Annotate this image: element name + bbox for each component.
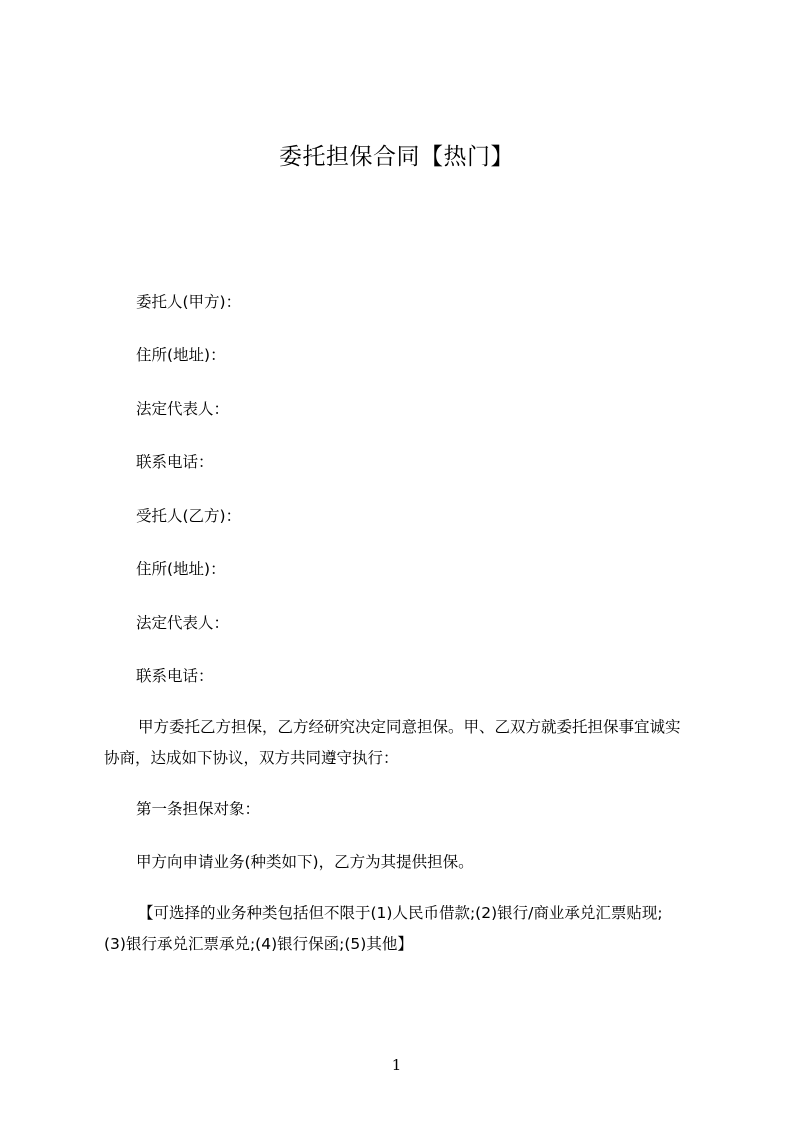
intro-paragraph bbox=[104, 712, 704, 774]
article-1-text: 甲方向申请业务(种类如下)，乙方为其提供担保。 bbox=[136, 853, 474, 871]
options-paragraph bbox=[104, 898, 704, 960]
page-number: 1 bbox=[391, 1056, 402, 1074]
field-agent: 受托人(乙方)： bbox=[136, 507, 242, 525]
intro-line-1: 甲方委托乙方担保，乙方经研究决定同意担保。甲、乙双方就委托担保事宜诚实 bbox=[138, 718, 681, 736]
field-agent-address: 住所(地址)： bbox=[136, 560, 226, 578]
field-agent-legal-rep: 法定代表人： bbox=[136, 614, 230, 632]
article-1-heading: 第一条担保对象： bbox=[136, 800, 261, 818]
field-principal: 委托人(甲方)： bbox=[136, 293, 242, 311]
document-title: 委托担保合同【热门】 bbox=[279, 144, 514, 170]
field-principal-phone: 联系电话： bbox=[136, 453, 214, 471]
options-line-1: 【可选择的业务种类包括但不限于(1)人民币借款;(2)银行/商业承兑汇票贴现; bbox=[138, 904, 663, 922]
field-principal-address: 住所(地址)： bbox=[136, 346, 226, 364]
intro-line-2: 协商，达成如下协议，双方共同遵守执行： bbox=[104, 749, 399, 767]
options-line-2: (3)银行承兑汇票承兑;(4)银行保函;(5)其他】 bbox=[104, 935, 413, 953]
field-principal-legal-rep: 法定代表人： bbox=[136, 400, 230, 418]
field-agent-phone: 联系电话： bbox=[136, 667, 214, 685]
